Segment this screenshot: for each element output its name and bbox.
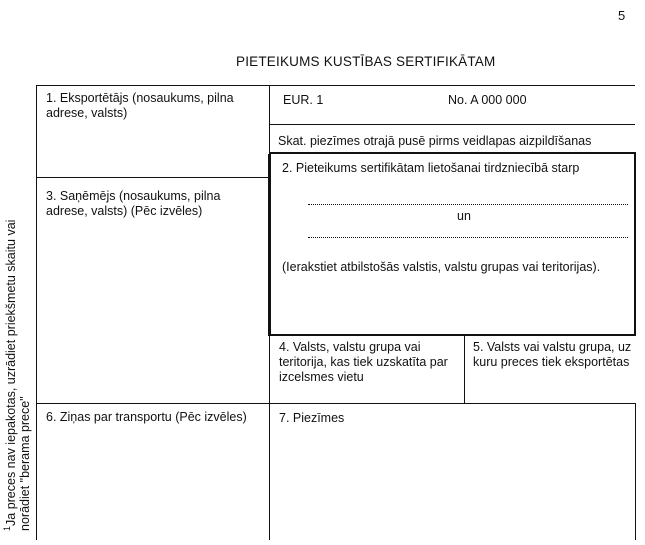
country-a-field[interactable]	[308, 204, 628, 205]
and-word: un	[457, 209, 471, 223]
box-7-remarks-label: 7. Piezīmes	[279, 411, 345, 425]
box-4-origin-label: 4. Valsts, valstu grupa vai teritorija, kas tiek uzskatīta par izcelsmes vietu	[279, 340, 448, 384]
box-1-exporter-label: 1. Eksportētājs (nosaukums, pilna adrese, valsts)	[46, 91, 234, 120]
footnote-marker: 1	[2, 525, 12, 531]
box-2-instruction: (Ierakstiet atbilstošās valstis, valstu grupas vai teritorijas).	[282, 260, 601, 274]
box-3-consignee-label: 3. Saņēmējs (nosaukums, pilna adrese, valsts) (Pēc izvēles)	[46, 189, 221, 218]
page-number: 5	[618, 8, 626, 23]
country-b-field[interactable]	[308, 237, 628, 238]
box-6-transport-label: 6. Ziņas par transportu (Pēc izvēles)	[46, 410, 247, 424]
instruction-note: Skat. piezīmes otrajā pusē pirms veidlapas aizpildīšanas	[278, 134, 592, 148]
form-title: PIETEIKUMS KUSTĪBAS SERTIFIKĀTAM	[236, 54, 496, 69]
form-serial-number: No. A 000 000	[448, 93, 527, 107]
side-footnote-line1: Ja preces nav iepakotas, uzrādiet priekšmetu skaitu vai	[4, 219, 19, 526]
side-footnote-line2: norādiet "berama prece"	[18, 396, 33, 531]
box-2-label: 2. Pieteikums sertifikātam lietošanai tirdzniecībā starp	[282, 161, 580, 175]
box-5-destination-label: 5. Valsts vai valstu grupa, uz kuru preces tiek eksportētas	[473, 340, 632, 369]
form-code: EUR. 1	[283, 93, 324, 107]
